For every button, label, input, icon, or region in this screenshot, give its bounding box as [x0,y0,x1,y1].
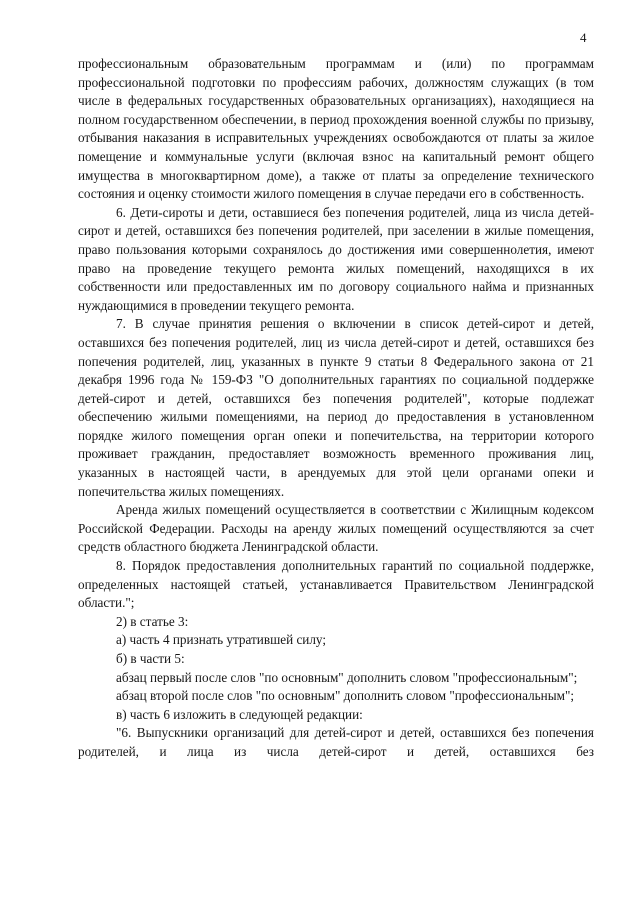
paragraph: абзац второй после слов "по основным" дополнить словом "профессиональным"; [116,688,574,704]
paragraph: 8. Порядок предоставления дополнительных гарантий по социальной поддержке, определенных настоящей статьей, устанавливается Правительством Ленинградской области."; [78,558,594,611]
paragraph: абзац первый после слов "по основным" дополнить словом "профессиональным"; [116,669,578,685]
paragraph: а) часть 4 признать утратившей силу; [116,632,327,648]
paragraph: б) в части 5: [116,651,185,666]
paragraph: 6. Дети-сироты и дети, оставшиеся без попечения родителей, лица из числа детей-сирот и детей, оставшихся без попечения родителей, при заселении в жилые помещения, право пользования которыми сохранялось до достижения ими совершеннолетия, имеют право на проведение текущего ремонта жилых помещений, находящихся в их собственности или предоставленных им по договору социального найма и признанных нуждающимися в проведении текущего ремонта. [78,204,594,313]
paragraph: 7. В случае принятия решения о включении в список детей-сирот и детей, оставшихся без попечения родителей, лиц из числа детей-сирот и детей, оставшихся без попечения родителей, лиц, указанных в пункте 9 статьи 8 Федерального закона от 21 декабря 1996 года № 159-ФЗ "О дополнительных гарантиях по социальной поддержке детей-сирот и детей, оставшихся без попечения родителей", которые подлежат обеспечению жилыми помещениями, на период до предоставления в установленном порядке жилого помещения орган опеки и попечительства, на территории которого проживает гражданин, предоставляет возможность временного проживания лиц, указанных в настоящей части, в арендуемых для этой цели органами опеки и попечительства жилых помещениях. [78,316,594,499]
page-number: 4 [580,30,587,45]
document-body [78,55,594,762]
paragraph: "6. Выпускники организаций для детей-сирот и детей, оставшихся без попечения родителей, и лица из числа детей-сирот и детей, оставшихся без [78,725,594,759]
paragraph: Аренда жилых помещений осуществляется в соответствии с Жилищным кодексом Российской Федерации. Расходы на аренду жилых помещений осуществляются за счет средств областного бюджета Ленинградской области. [78,502,594,555]
paragraph: профессиональным образовательным программам и (или) по программам профессиональной подготовки по профессиям рабочих, должностям служащих (в том числе в федеральных государственных образовательных организациях), находящиеся на полном государственном обеспечении, в период прохождения военной службы по призыву, отбывания наказания в исправительных учреждениях освобождаются от платы за жилое помещение и коммунальные услуги (включая взнос на капитальный ремонт общего имущества в многоквартирном доме), а также от платы за определение технического состояния и оценку стоимости жилого помещения в случае передачи его в собственность. [78,56,594,202]
paragraph: 2) в статье 3: [116,613,189,629]
paragraph: в) часть 6 изложить в следующей редакции: [116,706,363,722]
